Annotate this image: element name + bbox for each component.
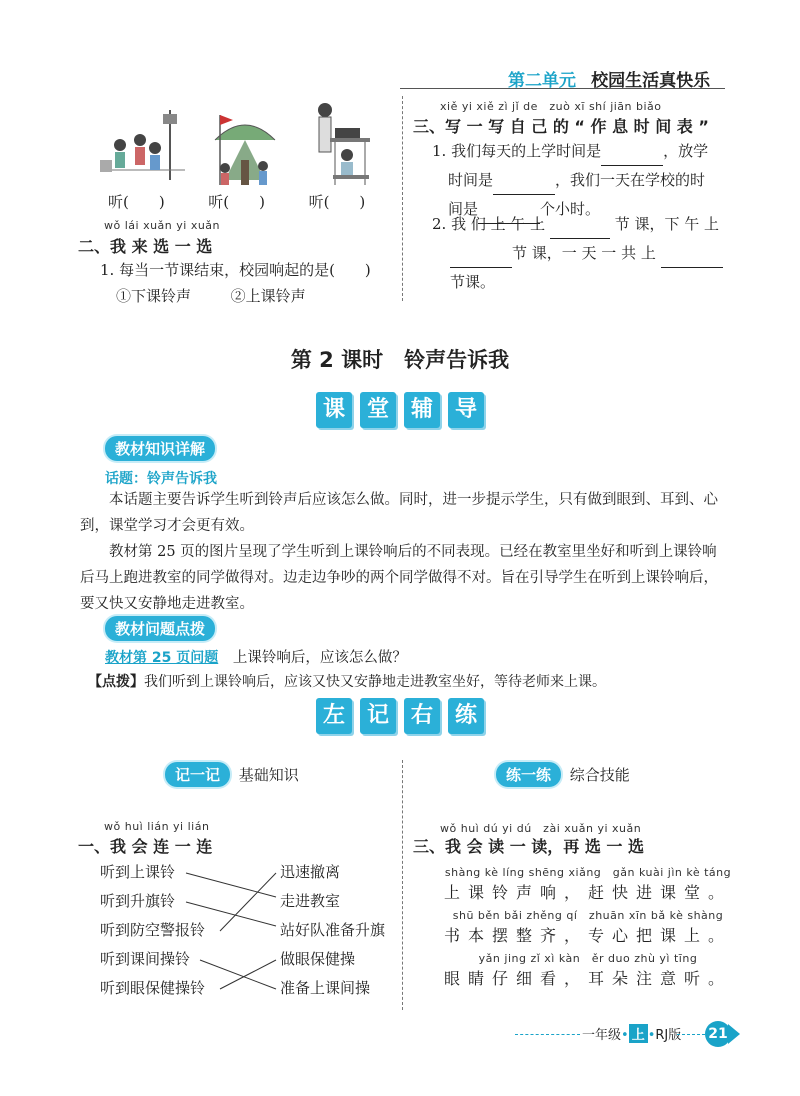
listen-label-3: 听( ) xyxy=(308,193,366,211)
match-right-column xyxy=(280,858,385,1003)
q3-item2-text-d: 节课。 xyxy=(450,273,496,291)
match-left-item[interactable]: 听到课间操铃 xyxy=(100,950,191,968)
footer-dash-2 xyxy=(677,1034,705,1035)
memorize-badge: 记一记 xyxy=(165,762,230,787)
knowledge-paragraph-1: 本话题主要告诉学生听到铃声后应该怎么做。同时，进一步提示学生，只有做到眼到、耳到、心到，课堂学习才会更有效。 xyxy=(80,492,718,534)
practice-badge-row xyxy=(496,762,630,787)
blank[interactable] xyxy=(601,149,663,166)
q1-title: 一、我 会 连 一 连 xyxy=(78,837,213,856)
problem-link[interactable]: 教材第 25 页问题 xyxy=(105,650,219,666)
knowledge-ribbon-label: 教材知识详解 xyxy=(105,436,215,461)
hint-text: 我们听到上课铃响后，应该又快又安静地走进教室坐好，等待老师来上课。 xyxy=(144,674,606,690)
match-line xyxy=(186,902,276,926)
match-right-item[interactable]: 做眼保健操 xyxy=(280,950,356,968)
q2-pinyin: wǒ lái xuǎn yi xuǎn xyxy=(104,219,221,232)
match-left-item[interactable]: 听到上课铃 xyxy=(100,863,176,881)
knowledge-text xyxy=(80,487,720,617)
match-left-item[interactable]: 听到防空警报铃 xyxy=(100,921,206,939)
practice-badge: 练一练 xyxy=(496,762,561,787)
topic-label: 话题：铃声告诉我 xyxy=(105,471,217,487)
q3-item1-text-c: 时间是 xyxy=(448,171,494,189)
unit-label: 第二单元 xyxy=(508,71,576,91)
blank[interactable] xyxy=(493,178,555,195)
knowledge-ribbon xyxy=(105,436,215,461)
q3-item1-text-d: ，我们一天在学校的时 xyxy=(555,171,706,189)
q3-item1-text-b: ，放学 xyxy=(663,142,709,160)
match-right-item[interactable]: 迅速撤离 xyxy=(280,863,341,881)
footer-dash xyxy=(515,1034,580,1035)
column-divider-bottom xyxy=(402,760,403,1010)
poem-pinyin-2: shū běn bǎi zhěng qí zhuān xīn bǎ kè shàng xyxy=(452,909,724,922)
q3-item1-text-e: 间是 xyxy=(448,200,479,218)
bell-illustrations xyxy=(95,100,400,195)
footer-grade: 一年级 xyxy=(582,1028,622,1043)
poem-pinyin-1: shàng kè líng shēng xiǎng gǎn kuài jìn kè táng xyxy=(444,866,732,879)
q3-item1-text-a: 1. 我们每天的上学时间是 xyxy=(432,142,602,160)
q2-options xyxy=(116,282,306,311)
q2-title: 二、我 来 选 一 选 xyxy=(78,237,213,256)
q3-title: 三、写 一 写 自 己 的 “ 作 息 时 间 表 ” xyxy=(413,117,709,136)
tile-5: 左 xyxy=(316,698,352,734)
match-left-item[interactable]: 听到眼保健操铃 xyxy=(100,979,206,997)
q3-pinyin: xiě yi xiě zì jǐ de zuò xī shí jiān biǎo xyxy=(440,100,662,113)
q3-item2-text-b: 节 课，下 午 上 xyxy=(614,215,720,233)
tile-1: 课 xyxy=(316,392,352,428)
section-tiles-classroom xyxy=(0,392,800,428)
blank[interactable] xyxy=(450,251,512,268)
poem-line-3: 眼睛仔细看，耳朵注意听。 xyxy=(443,969,732,988)
match-right-item[interactable]: 走进教室 xyxy=(280,892,341,910)
section-tiles-practice xyxy=(0,698,800,734)
poem-pinyin-3: yǎn jing zǐ xì kàn ěr duo zhù yì tīng xyxy=(478,952,698,965)
q2-option-1: ①下课铃声 xyxy=(116,287,192,305)
reading-poem xyxy=(438,864,738,989)
problem-ribbon-label: 教材问题点拨 xyxy=(105,616,215,641)
hint-line xyxy=(88,671,606,691)
tile-2: 堂 xyxy=(360,392,396,428)
classroom-illustration xyxy=(318,103,370,185)
footer-term: 上 xyxy=(629,1024,648,1043)
q2-option-2: ②上课铃声 xyxy=(230,287,306,305)
match-lines xyxy=(180,858,290,1008)
page-arrow-icon xyxy=(728,1024,742,1044)
listen-label-1: 听( ) xyxy=(108,193,165,211)
memorize-badge-text: 基础知识 xyxy=(238,766,299,784)
column-divider-top xyxy=(402,96,403,301)
hint-label: 【点拨】 xyxy=(88,674,144,690)
blank[interactable] xyxy=(661,251,723,268)
q3b-pinyin: wǒ huì dú yi dú zài xuǎn yi xuǎn xyxy=(440,822,642,835)
knowledge-paragraph-2: 教材第 25 页的图片呈现了学生听到上课铃响后的不同表现。已经在教室里坐好和听到上课铃响后马上跑进教室的同学做得对。边走边争吵的两个同学做得不对。旨在引导学生在听到上课铃响后，要又快又安静地走进教室。 xyxy=(80,544,718,612)
unit-title: 校园生活真快乐 xyxy=(591,71,711,91)
blank[interactable] xyxy=(550,222,610,239)
listen-label-2: 听( ) xyxy=(208,193,265,211)
tile-8: 练 xyxy=(448,698,484,734)
tile-3: 辅 xyxy=(404,392,440,428)
playground-illustration xyxy=(100,110,185,180)
header-rule xyxy=(400,88,725,89)
practice-badge-text: 综合技能 xyxy=(569,766,630,784)
poem-line-1: 上课铃声响，赶快进课堂。 xyxy=(443,883,732,902)
footer-info: 一年级• 上 •RJ版 xyxy=(582,1024,681,1043)
match-line xyxy=(220,960,276,989)
memorize-badge-row xyxy=(165,762,299,787)
lesson-title: 第 2 课时 铃声告诉我 xyxy=(290,348,510,372)
q3-item1-text-f: 个小时。 xyxy=(540,200,601,218)
match-line xyxy=(186,873,276,897)
tile-7: 右 xyxy=(404,698,440,734)
problem-ribbon xyxy=(105,616,215,641)
tile-4: 导 xyxy=(448,392,484,428)
tile-6: 记 xyxy=(360,698,396,734)
problem-question: 上课铃响后，应该怎么做？ xyxy=(232,650,407,666)
q3-item-2 xyxy=(432,210,732,297)
match-line xyxy=(200,960,276,989)
q1-pinyin: wǒ huì lián yi lián xyxy=(104,820,210,833)
problem-line xyxy=(105,646,407,667)
match-right-item[interactable]: 准备上课间操 xyxy=(280,979,371,997)
match-left-item[interactable]: 听到升旗铃 xyxy=(100,892,176,910)
page-number: 21 xyxy=(705,1021,731,1047)
listen-labels xyxy=(108,188,408,217)
match-right-item[interactable]: 站好队准备升旗 xyxy=(280,921,386,939)
tree-illustration xyxy=(215,115,275,185)
q3-item2-text-a: 2. 我 们 上 午 上 xyxy=(432,215,546,233)
poem-line-2: 书本摆整齐，专心把课上。 xyxy=(443,926,732,945)
match-line xyxy=(220,873,276,931)
q2-question: 1. 每当一节课结束，校园响起的是( ) xyxy=(100,261,371,279)
q3-item2-text-c: 节 课，一 天 一 共 上 xyxy=(512,244,656,262)
footer-edition: RJ版 xyxy=(655,1028,682,1043)
q3b-title: 三、我 会 读 一 读，再 选 一 选 xyxy=(413,837,644,856)
